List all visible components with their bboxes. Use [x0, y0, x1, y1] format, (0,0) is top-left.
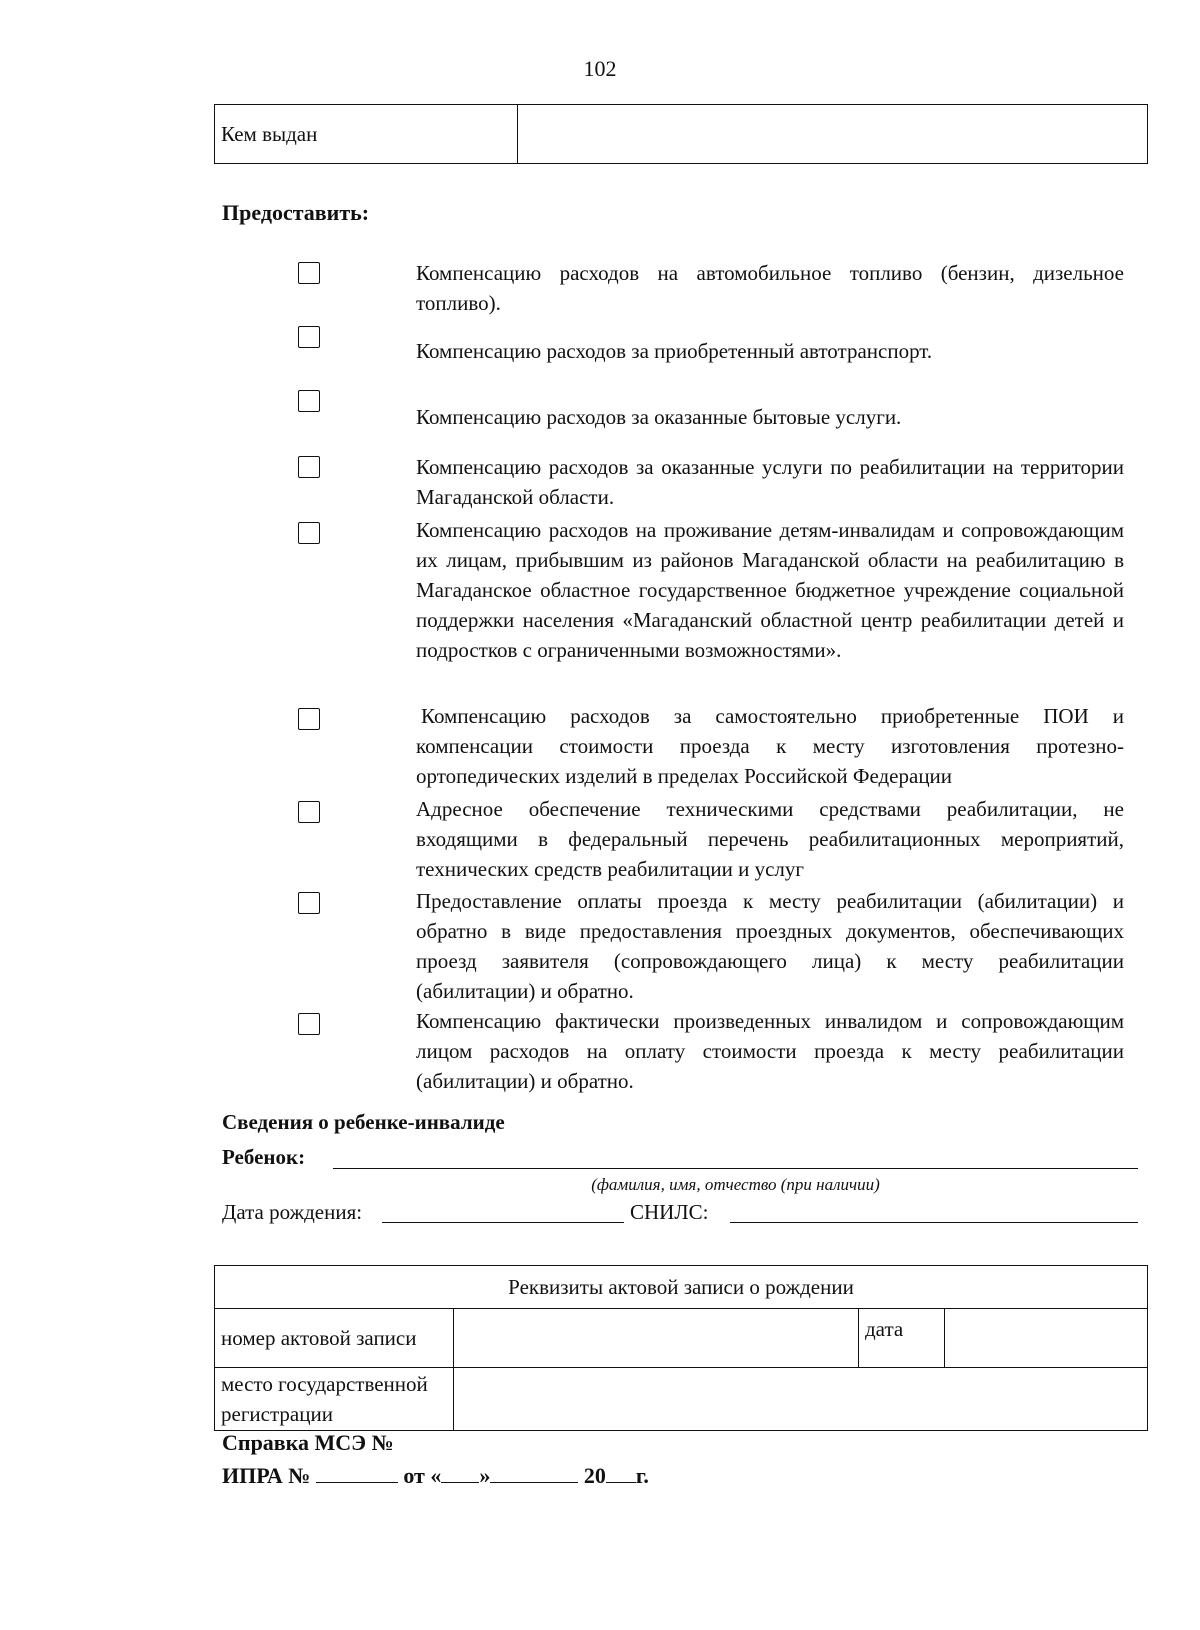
checkbox-travel-compensation[interactable] — [298, 1013, 320, 1035]
ipra-year-suffix: г. — [635, 1463, 649, 1488]
record-number-label: номер актовой записи — [215, 1309, 454, 1368]
ipra-label: ИПРА № — [222, 1463, 311, 1488]
ipra-from-label: от « — [403, 1463, 442, 1488]
ipra-year-field[interactable] — [606, 1464, 636, 1483]
checkbox-prosthetics[interactable] — [298, 708, 320, 730]
option-prosthetics: Компенсацию расходов за самостоятельно приобретенные ПОИ и компенсации стоимости проезда к месту изготовления протезно-ортопедических изделий в пределах Российской Федерации — [416, 704, 1124, 788]
checkbox-vehicle[interactable] — [298, 326, 320, 348]
option-fuel: Компенсацию расходов на автомобильное топливо (бензин, дизельное топливо). — [416, 261, 1124, 315]
option-travel-compensation: Компенсацию фактически произведенных инвалидом и сопровождающим лицом расходов на оплату стоимости проезда к месту реабилитации (абилитации) и обратно. — [416, 1009, 1124, 1093]
ipra-year-prefix: 20 — [583, 1463, 606, 1488]
ipra-line — [222, 1463, 649, 1489]
birth-record-title: Реквизиты актовой записи о рождении — [215, 1266, 1148, 1309]
child-label: Ребенок: — [222, 1145, 306, 1169]
page-number: 102 — [583, 56, 617, 81]
snils-label: СНИЛС: — [630, 1200, 709, 1224]
registration-place-label: место государственной регистрации — [215, 1368, 454, 1431]
record-number-field[interactable] — [454, 1309, 859, 1368]
checkbox-travel-payment[interactable] — [298, 892, 320, 914]
checkbox-accommodation[interactable] — [298, 522, 320, 544]
issued-by-label: Кем выдан — [215, 105, 518, 164]
issued-by-field[interactable] — [518, 105, 1148, 164]
ipra-month-field[interactable] — [490, 1464, 578, 1483]
checkbox-technical-means[interactable] — [298, 801, 320, 823]
checkbox-fuel[interactable] — [298, 262, 320, 284]
birth-date-field[interactable] — [382, 1222, 624, 1223]
ipra-number-field[interactable] — [316, 1464, 398, 1483]
child-name-hint: (фамилия, имя, отчество (при наличии) — [591, 1175, 880, 1194]
snils-field[interactable] — [730, 1222, 1138, 1223]
checkbox-household[interactable] — [298, 390, 320, 412]
option-vehicle: Компенсацию расходов за приобретенный автотранспорт. — [416, 339, 933, 363]
child-section-title: Сведения о ребенке-инвалиде — [222, 1110, 505, 1134]
registration-place-field[interactable] — [454, 1368, 1148, 1431]
issued-by-table — [214, 104, 1148, 164]
birth-date-label: Дата рождения: — [222, 1200, 363, 1224]
ipra-day-field[interactable] — [441, 1464, 479, 1483]
ipra-quote-close: » — [479, 1463, 491, 1488]
provide-title: Предоставить: — [222, 200, 370, 225]
mse-certificate-label: Справка МСЭ № — [222, 1430, 394, 1455]
record-date-label: дата — [859, 1309, 945, 1368]
checkbox-rehab-services[interactable] — [298, 456, 320, 478]
option-rehab-services: Компенсацию расходов за оказанные услуги по реабилитации на территории Магаданской области. — [416, 455, 1124, 509]
birth-record-table — [214, 1265, 1148, 1431]
option-travel-payment: Предоставление оплаты проезда к месту реабилитации (абилитации) и обратно в виде предоставления проездных документов, обеспечивающих проезд заявителя (сопровождающего лица) к месту реабилитации (абилитации) и обратно. — [416, 889, 1124, 1003]
option-household: Компенсацию расходов за оказанные бытовые услуги. — [416, 405, 902, 429]
option-accommodation: Компенсацию расходов на проживание детям-инвалидам и сопровождающим их лицам, прибывшим из районов Магаданской области на реабилитацию в Магаданское областное государственное бюджетное учреждение социальной поддержки населения «Магаданский областной центр реабилитации детей и подростков с ограниченными возможностями». — [416, 518, 1124, 662]
child-name-field[interactable] — [333, 1168, 1138, 1169]
option-technical-means: Адресное обеспечение техническими средствами реабилитации, не входящими в федеральный перечень реабилитационных мероприятий, технических средств реабилитации и услуг — [416, 797, 1124, 881]
record-date-field[interactable] — [945, 1309, 1148, 1368]
